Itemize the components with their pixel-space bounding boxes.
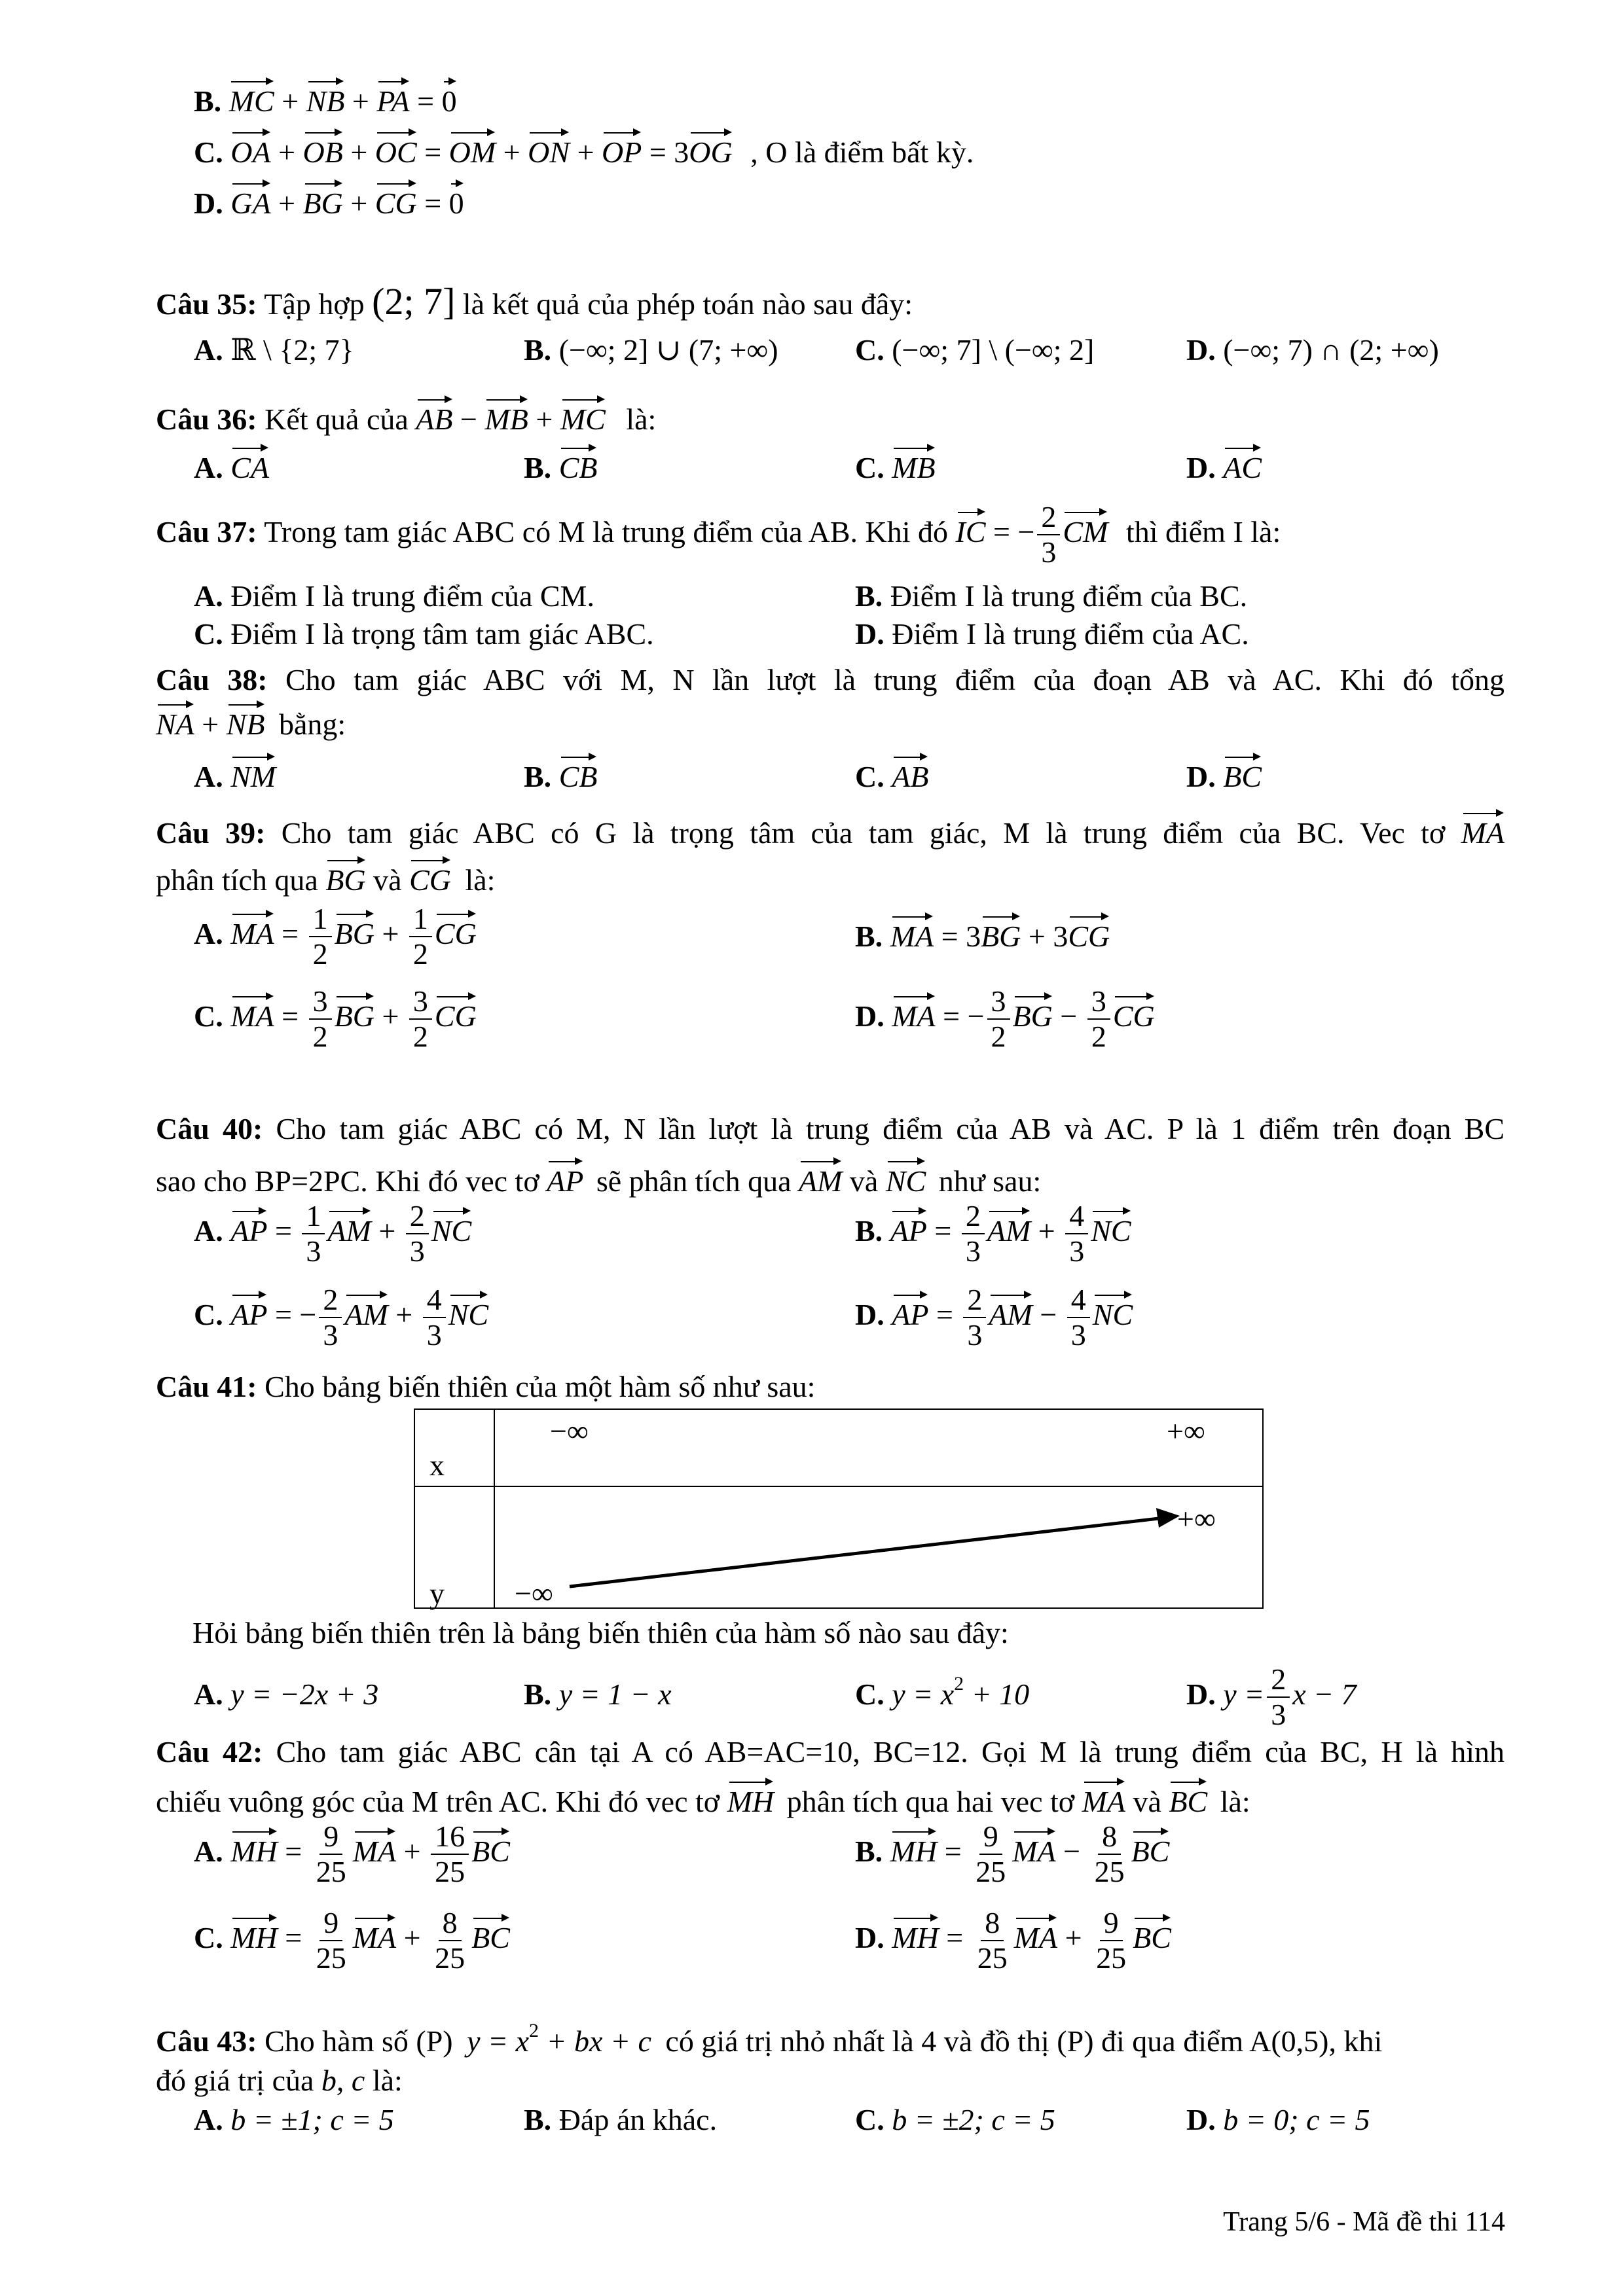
q37-option-c: C. Điểm I là trọng tâm tam giác ABC. bbox=[194, 617, 654, 651]
q40-option-b: B. AP = $\frac{2}{3}$ AM + $\frac{4}{3}$ NC bbox=[855, 1199, 1131, 1268]
q39-option-a: A. MA = $\frac{1}{2}$ BG + $\frac{1}{2}$ CG bbox=[194, 902, 477, 971]
table-x-header: x bbox=[414, 1409, 494, 1486]
q43-option-b: B. Đáp án khác. bbox=[524, 2103, 718, 2136]
q41-question: Hỏi bảng biến thiên trên là bảng biến thiên của hàm số nào sau đây: bbox=[192, 1616, 1009, 1649]
q38-option-c: C. AB bbox=[855, 754, 928, 792]
q41-option-b: B. y = 1 − x bbox=[524, 1677, 672, 1711]
q39-option-c: C. MA = $\frac{3}{2}$ BG + $\frac{3}{2}$ CG bbox=[194, 984, 477, 1054]
q41-option-d: D. y = $\frac{2}{3}$ x − 7 bbox=[1186, 1662, 1357, 1732]
q38-option-b: B. CB bbox=[524, 754, 597, 792]
q35-option-a: A. ℝ \ {2; 7} bbox=[194, 333, 354, 367]
q37-option-a: A. Điểm I là trung điểm của CM. bbox=[194, 579, 594, 613]
q37-option-b: B. Điểm I là trung điểm của BC. bbox=[855, 579, 1248, 613]
q36-option-c: C. MB bbox=[855, 445, 936, 483]
increasing-arrow bbox=[495, 1487, 1265, 1609]
q40-option-a: A. AP = $\frac{1}{3}$ AM + $\frac{2}{3}$ NC bbox=[194, 1199, 472, 1268]
q40-option-c: C. AP = − $\frac{2}{3}$ AM + $\frac{4}{3}$ NC bbox=[194, 1283, 489, 1352]
table-y-row: −∞ +∞ bbox=[494, 1486, 1263, 1608]
q42-option-b: B. MH = $\frac{9}{25}$ MA − $\frac{8}{25}$ BC bbox=[855, 1820, 1170, 1889]
q35-option-c: C. (−∞; 7] \ (−∞; 2] bbox=[855, 333, 1095, 367]
q43-option-d: D. b = 0; c = 5 bbox=[1186, 2103, 1370, 2136]
q39-option-d: D. MA = − $\frac{3}{2}$ BG − $\frac{3}{2}$ CG bbox=[855, 984, 1155, 1054]
q40-stem-line2: sao cho BP=2PC. Khi đó vec tơ AP sẽ phân tích qua AM và NC như sau: bbox=[156, 1158, 1041, 1196]
q34-option-c: C. OA + OB + OC = OM + ON + OP = 3OG , O là điểm bất kỳ. bbox=[194, 130, 974, 168]
q42-stem-line1: Câu 42: Cho tam giác ABC cân tại A có AB=AC=10, BC=12. Gọi M là trung điểm của BC, H là hình bbox=[156, 1735, 1505, 1768]
q39-stem-line2: phân tích qua BG và CG là: bbox=[156, 857, 495, 895]
q43-option-c: C. b = ±2; c = 5 bbox=[855, 2103, 1055, 2136]
q34-option-b: B. MC + NB + PA = 0 bbox=[194, 79, 457, 117]
q36-stem: Câu 36: Kết quả của AB − MB + MC là: bbox=[156, 397, 656, 435]
q42-stem-line2: chiếu vuông góc của M trên AC. Khi đó vec tơ MH phân tích qua hai vec tơ MA và BC là: bbox=[156, 1779, 1250, 1817]
q43-option-a: A. b = ±1; c = 5 bbox=[194, 2103, 394, 2136]
q38-option-a: A. NM bbox=[194, 754, 276, 792]
q34-option-d: D. GA + BG + CG = 0 bbox=[194, 181, 464, 219]
q36-option-d: D. AC bbox=[1186, 445, 1262, 483]
q35-stem: Câu 35: Tập hợp (2; 7] là kết quả của phép toán nào sau đây: bbox=[156, 280, 913, 323]
q41-option-a: A. y = −2x + 3 bbox=[194, 1677, 379, 1711]
table-x-row: −∞ +∞ bbox=[494, 1409, 1263, 1486]
q40-stem-line1: Câu 40: Cho tam giác ABC có M, N lần lượt là trung điểm của AB và AC. P là 1 điểm trên đoạn BC bbox=[156, 1112, 1505, 1145]
q42-option-d: D. MH = $\frac{8}{25}$ MA + $\frac{9}{25}$ BC bbox=[855, 1906, 1171, 1975]
q39-option-b: B. MA = 3BG + 3CG bbox=[855, 914, 1110, 952]
q37-stem: Câu 37: Trong tam giác ABC có M là trung điểm của AB. Khi đó IC = − $\frac{2}{3}$ CM thì điểm I là: bbox=[156, 500, 1281, 569]
q39-stem-line1: Câu 39: Cho tam giác ABC có G là trọng tâm của tam giác, M là trung điểm của BC. Vec tơ MA bbox=[156, 810, 1504, 848]
q42-option-a: A. MH = $\frac{9}{25}$ MA + $\frac{16}{25}$ BC bbox=[194, 1820, 510, 1889]
q43-stem-line1: Câu 43: Cho hàm số (P) $y = x^2$ + bx + c có giá trị nhỏ nhất là 4 và đồ thị (P) đi qua điểm A(0,5), khi bbox=[156, 2020, 1383, 2058]
page-footer: Trang 5/6 - Mã đề thi 114 bbox=[1223, 2207, 1505, 2237]
q37-option-d: D. Điểm I là trung điểm của AC. bbox=[855, 617, 1249, 651]
q38-option-d: D. BC bbox=[1186, 754, 1262, 792]
q36-option-a: A. CA bbox=[194, 445, 269, 483]
q36-option-b: B. CB bbox=[524, 445, 597, 483]
q42-option-c: C. MH = $\frac{9}{25}$ MA + $\frac{8}{25}$ BC bbox=[194, 1906, 510, 1975]
q38-stem-line2: NA + NB bằng: bbox=[156, 702, 346, 740]
variation-table bbox=[414, 1408, 1264, 1609]
q40-option-d: D. AP = $\frac{2}{3}$ AM − $\frac{4}{3}$ NC bbox=[855, 1283, 1133, 1352]
q38-stem-line1: Câu 38: Cho tam giác ABC với M, N lần lượt là trung điểm của đoạn AB và AC. Khi đó tổng bbox=[156, 663, 1504, 696]
q35-option-d: D. (−∞; 7) ∩ (2; +∞) bbox=[1186, 333, 1439, 367]
q43-stem-line2: đó giá trị của b, c là: bbox=[156, 2064, 403, 2097]
q41-option-c: C. $y = x^2 + 10$ bbox=[855, 1673, 1030, 1711]
q41-stem: Câu 41: Cho bảng biến thiên của một hàm số như sau: bbox=[156, 1370, 816, 1403]
q35-option-b: B. (−∞; 2] ∪ (7; +∞) bbox=[524, 333, 778, 367]
table-y-header: y bbox=[414, 1486, 494, 1608]
